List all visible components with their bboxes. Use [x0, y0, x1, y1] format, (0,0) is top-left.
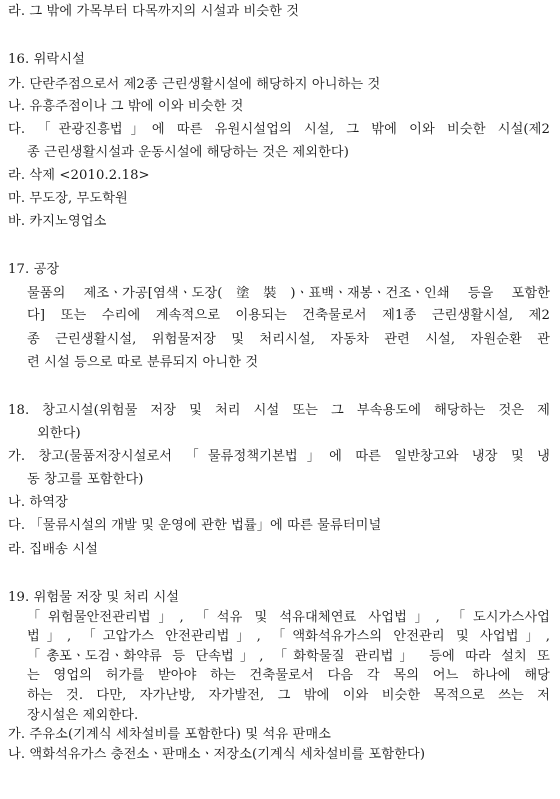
body-line: 종 근린생활시설, 위험물저장 및 처리시설, 자동차 관련 시설, 자원순환 관 [27, 331, 550, 347]
item-line: 나. 하역장 [8, 495, 68, 511]
item-line: 가. 창고(물품저장시설로서 「물류정책기본법」에 따른 일반창고와 냉장 및 냉 [8, 449, 550, 465]
body-line: 물품의 제조ㆍ가공[염색ㆍ도장(塗裝)ㆍ표백ㆍ재봉ㆍ건조ㆍ인쇄 등을 포함한 [27, 285, 550, 301]
section-heading-18: 18. 창고시설(위험물 저장 및 처리 시설 또는 그 부속용도에 해당하는 것은 제 [8, 402, 550, 418]
item-line: 마. 무도장, 무도학원 [8, 191, 128, 207]
item-line: 나. 유흥주점이나 그 밖에 이와 비슷한 것 [8, 99, 244, 115]
body-line: 법」, 「고압가스 안전관리법」, 「액화석유가스의 안전관리 및 사업법」, [27, 629, 550, 645]
item-line: 라. 삭제 <2010.2.18> [8, 168, 150, 184]
item-line: 나. 액화석유가스 충전소ㆍ판매소ㆍ저장소(기계식 세차설비를 포함한다) [8, 746, 426, 762]
item-line: 가. 단란주점으로서 제2종 근린생활시설에 해당하지 아니하는 것 [8, 76, 381, 92]
item-line: 라. 집배송 시설 [8, 541, 98, 557]
body-line: 는 영업의 허가를 받아야 하는 건축물로서 다음 각 목의 어느 하나에 해당 [27, 668, 550, 684]
item-line: 다. 「관광진흥법」에 따른 유원시설업의 시설, 그 밖에 이와 비슷한 시설(제2 [8, 122, 550, 138]
item-line: 라. 그 밖에 가목부터 다목까지의 시설과 비슷한 것 [8, 3, 300, 19]
body-line: 다] 또는 수리에 계속적으로 이용되는 건축물로서 제1종 근린생활시설, 제2 [27, 308, 550, 324]
body-line: 「위험물안전관리법」, 「석유 및 석유대체연료 사업법」, 「도시가스사업 [27, 609, 550, 625]
body-line: 련 시설 등으로 따로 분류되지 아니한 것 [27, 354, 259, 370]
body-line: 「총포ㆍ도검ㆍ화약류 등 단속법」, 「화학물질 관리법」 등에 따라 설치 또 [27, 648, 550, 664]
item-line: 바. 카지노영업소 [8, 213, 107, 229]
heading-continuation: 외한다) [37, 426, 81, 442]
item-continuation: 종 근린생활시설과 운동시설에 해당하는 것은 제외한다) [27, 144, 350, 160]
item-line: 가. 주유소(기계식 세차설비를 포함한다) 및 석유 판매소 [8, 727, 331, 743]
section-heading-16: 16. 위락시설 [8, 52, 85, 68]
section-heading-19: 19. 위험물 저장 및 처리 시설 [8, 590, 180, 605]
section-heading-17: 17. 공장 [8, 262, 60, 277]
item-line: 다. 「물류시설의 개발 및 운영에 관한 법률」에 따른 물류터미널 [8, 518, 382, 534]
body-line: 하는 것. 다만, 자가난방, 자가발전, 그 밖에 이와 비슷한 목적으로 쓰는 저 [27, 688, 550, 703]
item-continuation: 동 창고를 포함한다) [27, 471, 144, 487]
body-line: 장시설은 제외한다. [27, 707, 139, 723]
